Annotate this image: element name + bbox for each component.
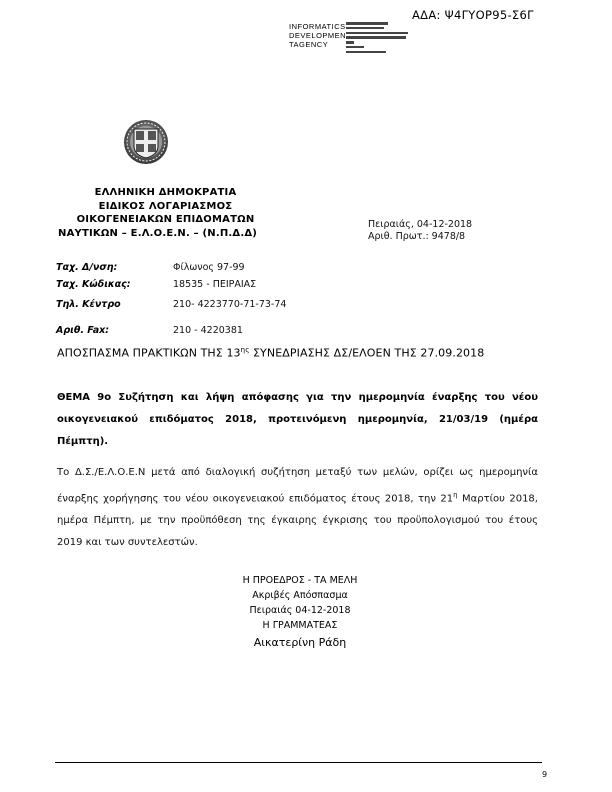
subject-paragraph: ΘΕΜΑ 9ο Συζήτηση και λήψη απόφασης για την ημερομηνία έναρξης του νέου οικογενειακού επιδόματος 2018, προτεινόμενη ημερομηνία, 21/03/19 (ημέρα Πέμπτη). [57, 392, 538, 447]
signature-line: Ακριβές Απόσπασμα [252, 590, 348, 601]
document-date: Πειραιάς, 04-12-2018 [368, 219, 473, 230]
signatory-name: Αικατερίνη Ράδη [253, 636, 347, 649]
signature-line: Πειραιάς 04-12-2018 [249, 605, 351, 616]
document-title [57, 346, 484, 360]
contact-value: Φίλωνος 97-99 [173, 262, 245, 273]
title-text: ΣΥΝΕΔΡΙΑΣΗΣ ΔΣ/ΕΛΟΕΝ ΤΗΣ 27.09.2018 [249, 346, 485, 360]
page-number: 9 [542, 770, 548, 779]
contact-row-phone [56, 296, 286, 313]
org-line: ΝΑΥΤΙΚΩΝ – Ε.Λ.Ο.Ε.Ν. – (Ν.Π.Δ.Δ) [58, 227, 258, 239]
title-ordinal: ης [240, 346, 250, 354]
org-line: ΕΛΛΗΝΙΚΗ ΔΗΜΟΚΡΑΤΙΑ [94, 187, 237, 198]
digital-signature-stamp [289, 22, 346, 49]
stamp-fine-print [346, 22, 416, 56]
signature-line: Η ΠΡΟΕΔΡΟΣ - ΤΑ ΜΕΛΗ [242, 575, 358, 586]
contact-info [56, 259, 286, 339]
stamp-org-line: DEVELOPMEN [289, 31, 347, 40]
place-date-block [368, 219, 472, 243]
contact-row-fax [56, 322, 286, 339]
contact-row-address [56, 259, 286, 276]
signature-line: Η ΓΡΑΜΜΑΤΕΑΣ [262, 620, 338, 631]
contact-value: 18535 - ΠΕΙΡΑΙΑΣ [173, 279, 257, 290]
stamp-org-line: INFORMATICS [289, 22, 346, 31]
title-text: ΑΠΟΣΠΑΣΜΑ ΠΡΑΚΤΙΚΩΝ ΤΗΣ 13 [57, 346, 241, 360]
ada-code: ΑΔΑ: Ψ4ΓΥΟΡ95-Σ6Γ [412, 8, 534, 22]
contact-label: Αριθ. Fax: [56, 325, 110, 336]
contact-label: Ταχ. Κώδικας: [56, 279, 131, 290]
org-line: ΟΙΚΟΓΕΝΕΙΑΚΩΝ ΕΠΙΔΟΜΑΤΩΝ [76, 214, 255, 226]
body-ordinal: η [453, 491, 458, 499]
body-text: Μαρτίου 2018, ημέρα Πέμπτη, με την προϋπόθεση της έγκαιρης έγκρισης του προϋπολογισμού του έτους 2019 και των συντελεστών. [57, 493, 538, 549]
contact-label: Ταχ. Δ/νση: [56, 262, 118, 273]
contact-row-postcode [56, 276, 286, 293]
org-line: ΕΙΔΙΚΟΣ ΛΟΓΑΡΙΑΣΜΟΣ [98, 200, 233, 212]
stamp-org-line: TAGENCY [289, 40, 329, 49]
footer-divider [55, 762, 542, 763]
signature-block [200, 573, 400, 650]
contact-value: 210 - 4220381 [173, 325, 243, 336]
body-paragraph [57, 462, 538, 554]
protocol-number: Αριθ. Πρωτ.: 9478/8 [368, 231, 466, 242]
organization-header [58, 186, 273, 240]
contact-value: 210- 4223770-71-73-74 [173, 299, 287, 310]
contact-label: Τηλ. Κέντρο [56, 299, 121, 310]
body-text: Το Δ.Σ./Ε.Λ.Ο.Ε.Ν μετά από διαλογική συζήτηση μεταξύ των μελών, ορίζει ως ημερομηνία έναρξης χορήγησης του νέου οικογενειακού επιδόματος έτους 2018, την 21 [57, 467, 538, 505]
greek-coat-of-arms-icon [122, 118, 170, 166]
